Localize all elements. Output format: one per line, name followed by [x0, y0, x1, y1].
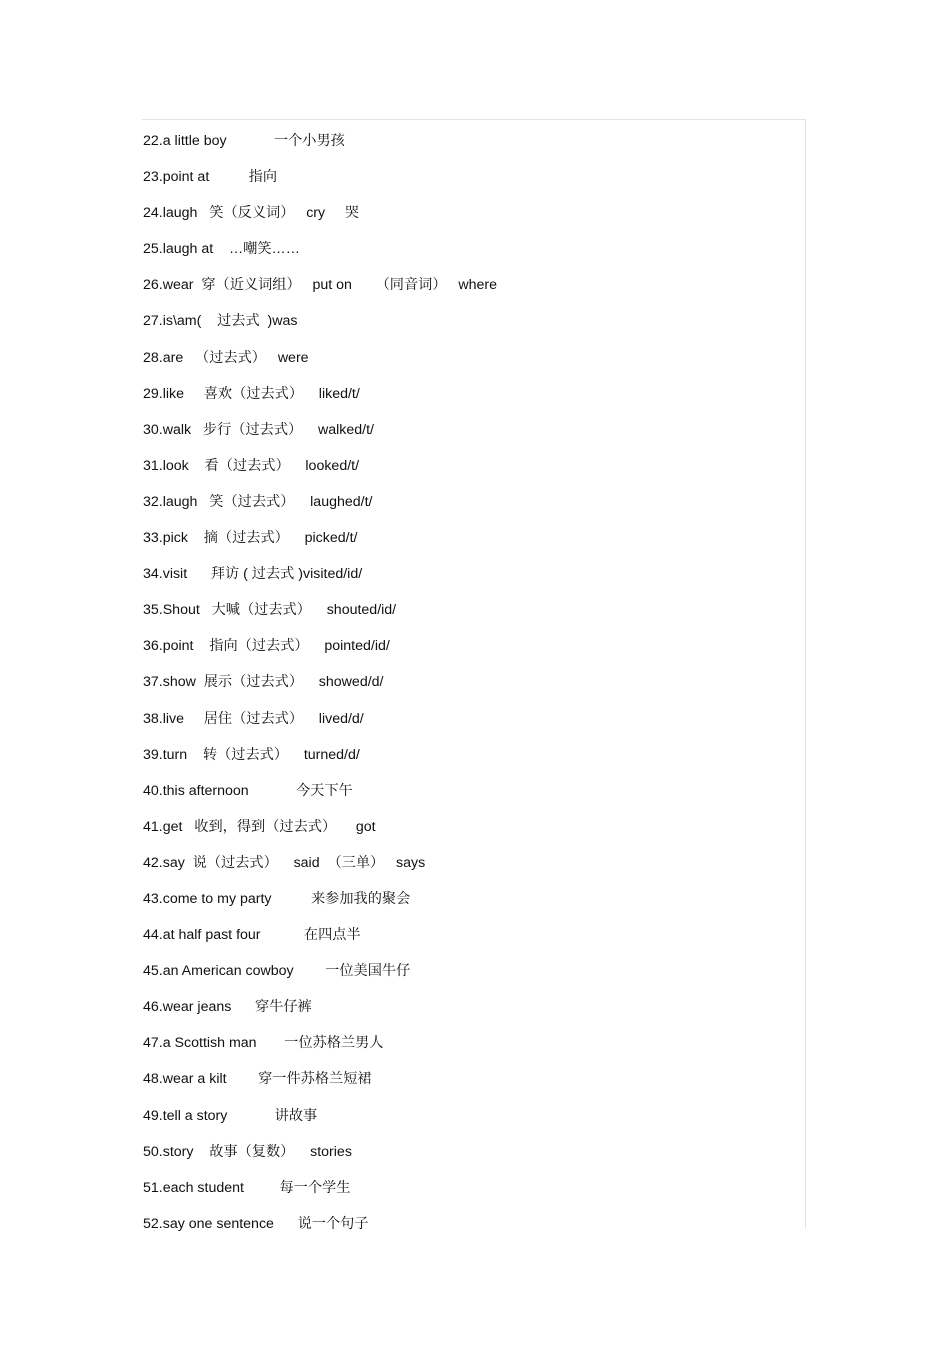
entry-text: 33.pick 摘（过去式） picked/t/	[143, 530, 358, 547]
entry-text: 39.turn 转（过去式） turned/d/	[143, 746, 360, 763]
entry-text: 31.look 看（过去式） looked/t/	[143, 457, 360, 474]
entry-text: 38.live 居住（过去式） lived/d/	[143, 710, 364, 727]
entry-text: 50.story 故事（复数） stories	[143, 1143, 352, 1160]
list-item	[143, 274, 803, 310]
entry-text: 23.point at 指向	[143, 169, 278, 186]
entry-text: 41.get 收到，得到（过去式） got	[143, 818, 376, 835]
entry-text: 43.come to my party 来参加我的聚会	[143, 890, 411, 907]
list-item	[143, 491, 803, 527]
list-item	[143, 816, 803, 852]
entry-text: 29.like 喜欢（过去式） liked/t/	[143, 385, 360, 402]
list-item	[143, 347, 803, 383]
list-item	[143, 671, 803, 707]
list-item	[143, 924, 803, 960]
list-item	[143, 888, 803, 924]
list-item	[143, 960, 803, 996]
entry-text: 26.wear 穿（近义词组） put on （同音词） where	[143, 277, 497, 294]
entry-text: 45.an American cowboy 一位美国牛仔	[143, 963, 411, 980]
list-item	[143, 238, 803, 274]
entry-text: 42.say 说（过去式） said （三单） says	[143, 854, 426, 871]
entry-text: 28.are （过去式） were	[143, 349, 309, 366]
entry-text: 37.show 展示（过去式） showed/d/	[143, 674, 384, 691]
entry-text: 34.visit 拜访 ( 过去式 )visited/id/	[143, 566, 363, 583]
entry-text: 27.is\am( 过去式 )was	[143, 313, 298, 330]
entry-text: 30.walk 步行（过去式） walked/t/	[143, 421, 374, 438]
list-item	[143, 599, 803, 635]
entry-text: 51.each student 每一个学生	[143, 1179, 351, 1196]
entry-text: 44.at half past four 在四点半	[143, 927, 361, 944]
list-item	[143, 996, 803, 1032]
entry-text: 32.laugh 笑（过去式） laughed/t/	[143, 493, 373, 510]
vocabulary-list	[143, 130, 803, 1249]
entry-text: 36.point 指向（过去式） pointed/id/	[143, 638, 390, 655]
list-item	[143, 1177, 803, 1213]
list-item	[143, 130, 803, 166]
list-item	[143, 1068, 803, 1104]
list-item	[143, 635, 803, 671]
list-item	[143, 383, 803, 419]
list-item	[143, 1105, 803, 1141]
list-item	[143, 455, 803, 491]
list-item	[143, 166, 803, 202]
entry-text: 47.a Scottish man 一位苏格兰男人	[143, 1035, 384, 1052]
list-item	[143, 780, 803, 816]
list-item	[143, 744, 803, 780]
list-item	[143, 1213, 803, 1249]
list-item	[143, 527, 803, 563]
list-item	[143, 563, 803, 599]
list-item	[143, 852, 803, 888]
entry-text: 52.say one sentence 说一个句子	[143, 1215, 369, 1232]
entry-text: 49.tell a story 讲故事	[143, 1107, 318, 1124]
list-item	[143, 708, 803, 744]
list-item	[143, 310, 803, 346]
entry-text: 35.Shout 大喊（过去式） shouted/id/	[143, 602, 397, 619]
entry-text: 40.this afternoon 今天下午	[143, 782, 353, 799]
entry-text: 46.wear jeans 穿牛仔裤	[143, 999, 312, 1016]
entry-text: 25.laugh at …嘲笑……	[143, 241, 300, 258]
list-item	[143, 202, 803, 238]
entry-text: 48.wear a kilt 穿一件苏格兰短裙	[143, 1071, 372, 1088]
list-item	[143, 419, 803, 455]
entry-text: 24.laugh 笑（反义词） cry 哭	[143, 205, 360, 222]
list-item	[143, 1032, 803, 1068]
list-item	[143, 1141, 803, 1177]
entry-text: 22.a little boy 一个小男孩	[143, 133, 345, 149]
